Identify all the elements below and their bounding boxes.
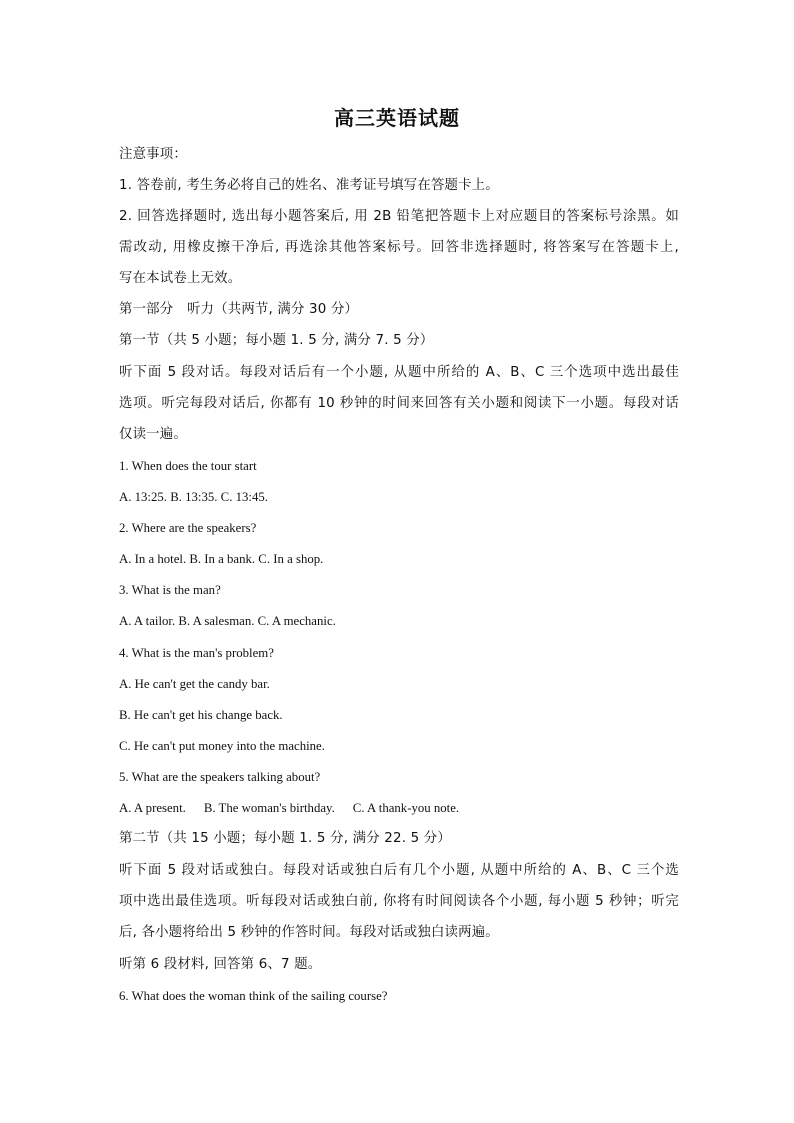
question-4: 4. What is the man's problem? xyxy=(119,646,274,660)
section2-instruction-line-1: 听下面 5 段对话或独白。每段对话或独白后有几个小题, 从题中所给的 A、B、C 三个选 xyxy=(119,863,679,878)
question-3: 3. What is the man? xyxy=(119,583,221,597)
section1-instruction-line-1: 听下面 5 段对话。每段对话后有一个小题, 从题中所给的 A、B、C 三个选项中选出最佳 xyxy=(119,365,679,380)
part1-heading: 第一部分 听力（共两节, 满分 30 分） xyxy=(119,302,359,317)
question-5-option-a: A. A present. xyxy=(119,801,186,815)
question-3-options: A. A tailor. B. A salesman. C. A mechanic. xyxy=(119,614,336,628)
question-5-option-b: B. The woman's birthday. xyxy=(203,801,335,815)
notice-item-2-line-3: 写在本试卷上无效。 xyxy=(119,271,242,286)
section2-instruction-line-3: 后, 各小题将给出 5 秒钟的作答时间。每段对话或独白读两遍。 xyxy=(119,925,499,940)
section1-heading: 第一节（共 5 小题；每小题 1. 5 分, 满分 7. 5 分） xyxy=(119,333,434,348)
section1-instruction-line-2: 选项。听完每段对话后, 你都有 10 秒钟的时间来回答有关小题和阅读下一小题。每段对话 xyxy=(119,396,679,411)
section2-instruction-line-2: 项中选出最佳选项。听每段对话或独白前, 你将有时间阅读各个小题, 每小题 5 秒钟；听完 xyxy=(119,894,679,909)
question-5-option-c: C. A thank-you note. xyxy=(352,801,460,815)
notice-item-2-line-1: 2. 回答选择题时, 选出每小题答案后, 用 2B 铅笔把答题卡上对应题目的答案标号涂黑。如 xyxy=(119,209,679,224)
section2-heading: 第二节（共 15 小题；每小题 1. 5 分, 满分 22. 5 分） xyxy=(119,831,451,846)
question-1-options: A. 13:25. B. 13:35. C. 13:45. xyxy=(119,490,268,504)
question-5: 5. What are the speakers talking about? xyxy=(119,770,321,784)
notice-item-1: 1. 答卷前, 考生务必将自己的姓名、准考证号填写在答题卡上。 xyxy=(119,178,499,193)
question-6: 6. What does the woman think of the sailing course? xyxy=(119,989,388,1003)
question-2: 2. Where are the speakers? xyxy=(119,521,257,535)
material-6-instruction: 听第 6 段材料, 回答第 6、7 题。 xyxy=(119,957,322,972)
question-1: 1. When does the tour start xyxy=(119,459,257,473)
question-2-options: A. In a hotel. B. In a bank. C. In a shop. xyxy=(119,552,324,566)
section1-instruction-line-3: 仅读一遍。 xyxy=(119,427,187,442)
question-4-option-c: C. He can't put money into the machine. xyxy=(119,739,325,753)
question-4-option-a: A. He can't get the candy bar. xyxy=(119,677,270,691)
notice-item-2-line-2: 需改动, 用橡皮擦干净后, 再选涂其他答案标号。回答非选择题时, 将答案写在答题卡上, xyxy=(119,240,679,255)
question-4-option-b: B. He can't get his change back. xyxy=(119,708,283,722)
notice-heading: 注意事项： xyxy=(119,147,187,162)
page-title: 高三英语试题 xyxy=(334,106,460,130)
question-5-options xyxy=(119,798,679,818)
